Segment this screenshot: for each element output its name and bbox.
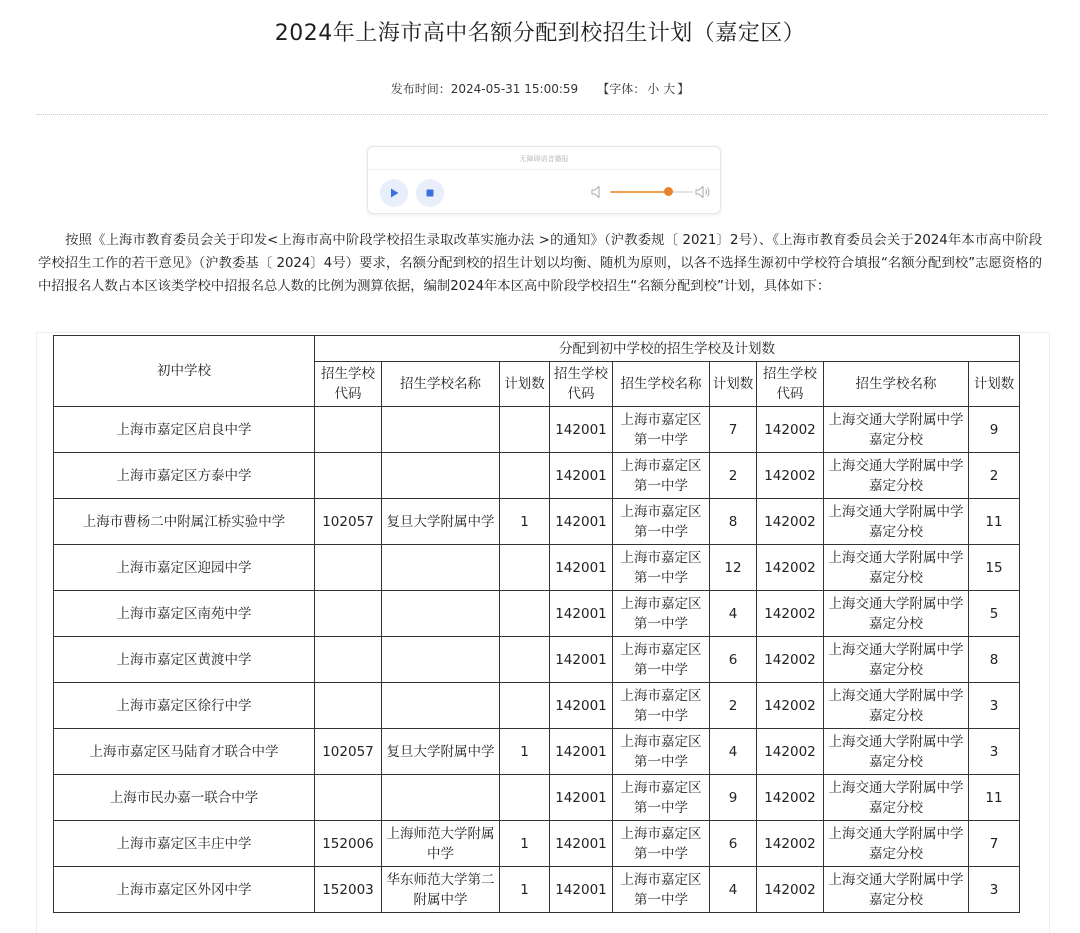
cell-count-2: 7 [710, 407, 757, 453]
cell-name-2: 上海市嘉定区第一中学 [613, 683, 710, 729]
font-size-prefix: 【字体： [597, 82, 646, 96]
article-title: 2024年上海市高中名额分配到校招生计划（嘉定区） [274, 21, 806, 46]
article-meta [0, 80, 1080, 97]
subheader-count-3: 计划数 [969, 362, 1020, 407]
cell-middle-school: 上海市嘉定区徐行中学 [54, 683, 315, 729]
cell-code-1: 152006 [315, 821, 382, 867]
subheader-count-1: 计划数 [500, 362, 550, 407]
cell-name-2: 上海市嘉定区第一中学 [613, 821, 710, 867]
cell-code-1: 152003 [315, 867, 382, 913]
cell-name-3: 上海交通大学附属中学嘉定分校 [824, 591, 969, 637]
cell-count-3: 11 [969, 775, 1020, 821]
subheader-name-3: 招生学校名称 [824, 362, 969, 407]
subheader-count-2: 计划数 [710, 362, 757, 407]
cell-name-3: 上海交通大学附属中学嘉定分校 [824, 545, 969, 591]
quota-table [53, 335, 1020, 913]
volume-low-icon[interactable] [590, 184, 604, 200]
cell-name-3: 上海交通大学附属中学嘉定分校 [824, 637, 969, 683]
cell-count-3: 3 [969, 729, 1020, 775]
cell-count-3: 15 [969, 545, 1020, 591]
cell-middle-school: 上海市民办嘉一联合中学 [54, 775, 315, 821]
cell-code-1: 102057 [315, 729, 382, 775]
table-row [54, 453, 1020, 499]
cell-code-1 [315, 775, 382, 821]
cell-name-2: 上海市嘉定区第一中学 [613, 499, 710, 545]
cell-name-2: 上海市嘉定区第一中学 [613, 867, 710, 913]
cell-count-2: 8 [710, 499, 757, 545]
cell-name-3: 上海交通大学附属中学嘉定分校 [824, 499, 969, 545]
cell-code-3: 142002 [757, 453, 824, 499]
cell-name-1 [382, 453, 500, 499]
cell-code-1 [315, 637, 382, 683]
table-row [54, 867, 1020, 913]
cell-middle-school: 上海市嘉定区方泰中学 [54, 453, 315, 499]
header-middle-school: 初中学校 [54, 336, 315, 407]
cell-name-1 [382, 637, 500, 683]
cell-code-2: 142001 [550, 867, 613, 913]
cell-count-3: 9 [969, 407, 1020, 453]
stop-icon [424, 187, 436, 199]
cell-count-3: 5 [969, 591, 1020, 637]
cell-count-3: 11 [969, 499, 1020, 545]
cell-code-2: 142001 [550, 407, 613, 453]
cell-name-3: 上海交通大学附属中学嘉定分校 [824, 867, 969, 913]
cell-count-3: 2 [969, 453, 1020, 499]
cell-count-2: 6 [710, 821, 757, 867]
cell-code-2: 142001 [550, 637, 613, 683]
table-row [54, 637, 1020, 683]
cell-count-2: 4 [710, 729, 757, 775]
cell-count-2: 4 [710, 591, 757, 637]
table-row [54, 407, 1020, 453]
cell-name-2: 上海市嘉定区第一中学 [613, 637, 710, 683]
cell-count-2: 4 [710, 867, 757, 913]
subheader-code-3: 招生学校代码 [757, 362, 824, 407]
cell-code-1 [315, 591, 382, 637]
cell-count-3: 8 [969, 637, 1020, 683]
cell-count-1 [500, 683, 550, 729]
cell-code-1 [315, 453, 382, 499]
cell-count-1: 1 [500, 821, 550, 867]
cell-name-3: 上海交通大学附属中学嘉定分校 [824, 729, 969, 775]
cell-name-2: 上海市嘉定区第一中学 [613, 407, 710, 453]
volume-track[interactable] [610, 191, 672, 193]
cell-count-1 [500, 591, 550, 637]
cell-name-1: 复旦大学附属中学 [382, 499, 500, 545]
subheader-name-2: 招生学校名称 [613, 362, 710, 407]
cell-name-3: 上海交通大学附属中学嘉定分校 [824, 453, 969, 499]
cell-middle-school: 上海市嘉定区迎园中学 [54, 545, 315, 591]
table-row [54, 775, 1020, 821]
header-allocation-group: 分配到初中学校的招生学校及计划数 [315, 336, 1020, 362]
cell-middle-school: 上海市嘉定区丰庄中学 [54, 821, 315, 867]
table-row [54, 821, 1020, 867]
subheader-code-2: 招生学校代码 [550, 362, 613, 407]
cell-count-2: 2 [710, 683, 757, 729]
cell-code-2: 142001 [550, 545, 613, 591]
cell-count-1: 1 [500, 729, 550, 775]
cell-middle-school: 上海市曹杨二中附属江桥实验中学 [54, 499, 315, 545]
table-row [54, 545, 1020, 591]
cell-count-3: 7 [969, 821, 1020, 867]
cell-name-1 [382, 407, 500, 453]
table-row [54, 729, 1020, 775]
cell-code-2: 142001 [550, 729, 613, 775]
cell-name-2: 上海市嘉定区第一中学 [613, 729, 710, 775]
volume-knob[interactable] [664, 187, 673, 196]
cell-name-2: 上海市嘉定区第一中学 [613, 775, 710, 821]
cell-middle-school: 上海市嘉定区黄渡中学 [54, 637, 315, 683]
cell-middle-school: 上海市嘉定区启良中学 [54, 407, 315, 453]
cell-code-3: 142002 [757, 867, 824, 913]
cell-code-3: 142002 [757, 821, 824, 867]
cell-count-1 [500, 637, 550, 683]
player-label: 无障碍语音播报 [519, 155, 569, 163]
cell-name-2: 上海市嘉定区第一中学 [613, 545, 710, 591]
cell-code-2: 142001 [550, 499, 613, 545]
cell-code-1 [315, 407, 382, 453]
volume-track-rest[interactable] [673, 191, 693, 193]
font-size-large-link[interactable]: 大 [663, 82, 676, 96]
cell-count-3: 3 [969, 867, 1020, 913]
subheader-name-1: 招生学校名称 [382, 362, 500, 407]
cell-name-3: 上海交通大学附属中学嘉定分校 [824, 775, 969, 821]
cell-name-1: 华东师范大学第二附属中学 [382, 867, 500, 913]
cell-code-2: 142001 [550, 775, 613, 821]
cell-code-3: 142002 [757, 683, 824, 729]
stop-button[interactable] [416, 179, 444, 207]
audio-player [367, 146, 721, 214]
table-row [54, 499, 1020, 545]
cell-code-2: 142001 [550, 821, 613, 867]
volume-high-icon[interactable] [694, 184, 712, 200]
cell-name-1: 复旦大学附属中学 [382, 729, 500, 775]
play-button[interactable] [380, 179, 408, 207]
font-size-small-link[interactable]: 小 [647, 82, 660, 96]
cell-code-1 [315, 683, 382, 729]
cell-name-3: 上海交通大学附属中学嘉定分校 [824, 407, 969, 453]
cell-name-3: 上海交通大学附属中学嘉定分校 [824, 683, 969, 729]
subheader-code-1: 招生学校代码 [315, 362, 382, 407]
publish-label: 发布时间： [390, 82, 451, 96]
cell-count-2: 12 [710, 545, 757, 591]
cell-code-2: 142001 [550, 591, 613, 637]
cell-name-1 [382, 683, 500, 729]
cell-code-3: 142002 [757, 591, 824, 637]
cell-code-3: 142002 [757, 775, 824, 821]
cell-count-1 [500, 453, 550, 499]
cell-code-1: 102057 [315, 499, 382, 545]
publish-time: 2024-05-31 15:00:59 [450, 82, 579, 96]
cell-code-3: 142002 [757, 499, 824, 545]
cell-count-1 [500, 775, 550, 821]
cell-middle-school: 上海市嘉定区外冈中学 [54, 867, 315, 913]
cell-name-1 [382, 545, 500, 591]
cell-count-1: 1 [500, 499, 550, 545]
cell-count-1 [500, 407, 550, 453]
cell-name-2: 上海市嘉定区第一中学 [613, 453, 710, 499]
cell-name-3: 上海交通大学附属中学嘉定分校 [824, 821, 969, 867]
cell-count-3: 3 [969, 683, 1020, 729]
cell-code-3: 142002 [757, 407, 824, 453]
table-header-row [54, 336, 1020, 362]
cell-middle-school: 上海市嘉定区马陆育才联合中学 [54, 729, 315, 775]
intro-paragraph: 按照《上海市教育委员会关于印发<上海市高中阶段学校招生录取改革实施办法 >的通知》（沪教委规〔 2021〕2号）、《上海市教育委员会关于2024年本市高中阶段学校招生工作的若干意见》（沪教委基〔 2024〕4号）要求，名额分配到校的招生计划以均衡、随机为原则，以各不选择生源初中学校符合填报“名额分配到校”志愿资格的中招报名人数占本区该类学校中招报名总人数的比例为测算依据，编制2024年本区高中阶段学校招生“名额分配到校”计划，具体如下： [38, 233, 1042, 294]
cell-code-2: 142001 [550, 453, 613, 499]
cell-name-2: 上海市嘉定区第一中学 [613, 591, 710, 637]
table-row [54, 683, 1020, 729]
cell-middle-school: 上海市嘉定区南苑中学 [54, 591, 315, 637]
cell-name-1 [382, 775, 500, 821]
cell-code-3: 142002 [757, 637, 824, 683]
player-separator [368, 169, 720, 170]
cell-name-1 [382, 591, 500, 637]
cell-code-2: 142001 [550, 683, 613, 729]
cell-count-1 [500, 545, 550, 591]
cell-code-3: 142002 [757, 729, 824, 775]
cell-code-1 [315, 545, 382, 591]
cell-count-2: 2 [710, 453, 757, 499]
cell-count-2: 6 [710, 637, 757, 683]
title-divider [36, 114, 1048, 115]
cell-count-2: 9 [710, 775, 757, 821]
font-size-suffix: 】 [677, 82, 690, 96]
play-icon [388, 187, 400, 199]
table-row [54, 591, 1020, 637]
cell-count-1: 1 [500, 867, 550, 913]
cell-code-3: 142002 [757, 545, 824, 591]
cell-name-1: 上海师范大学附属中学 [382, 821, 500, 867]
